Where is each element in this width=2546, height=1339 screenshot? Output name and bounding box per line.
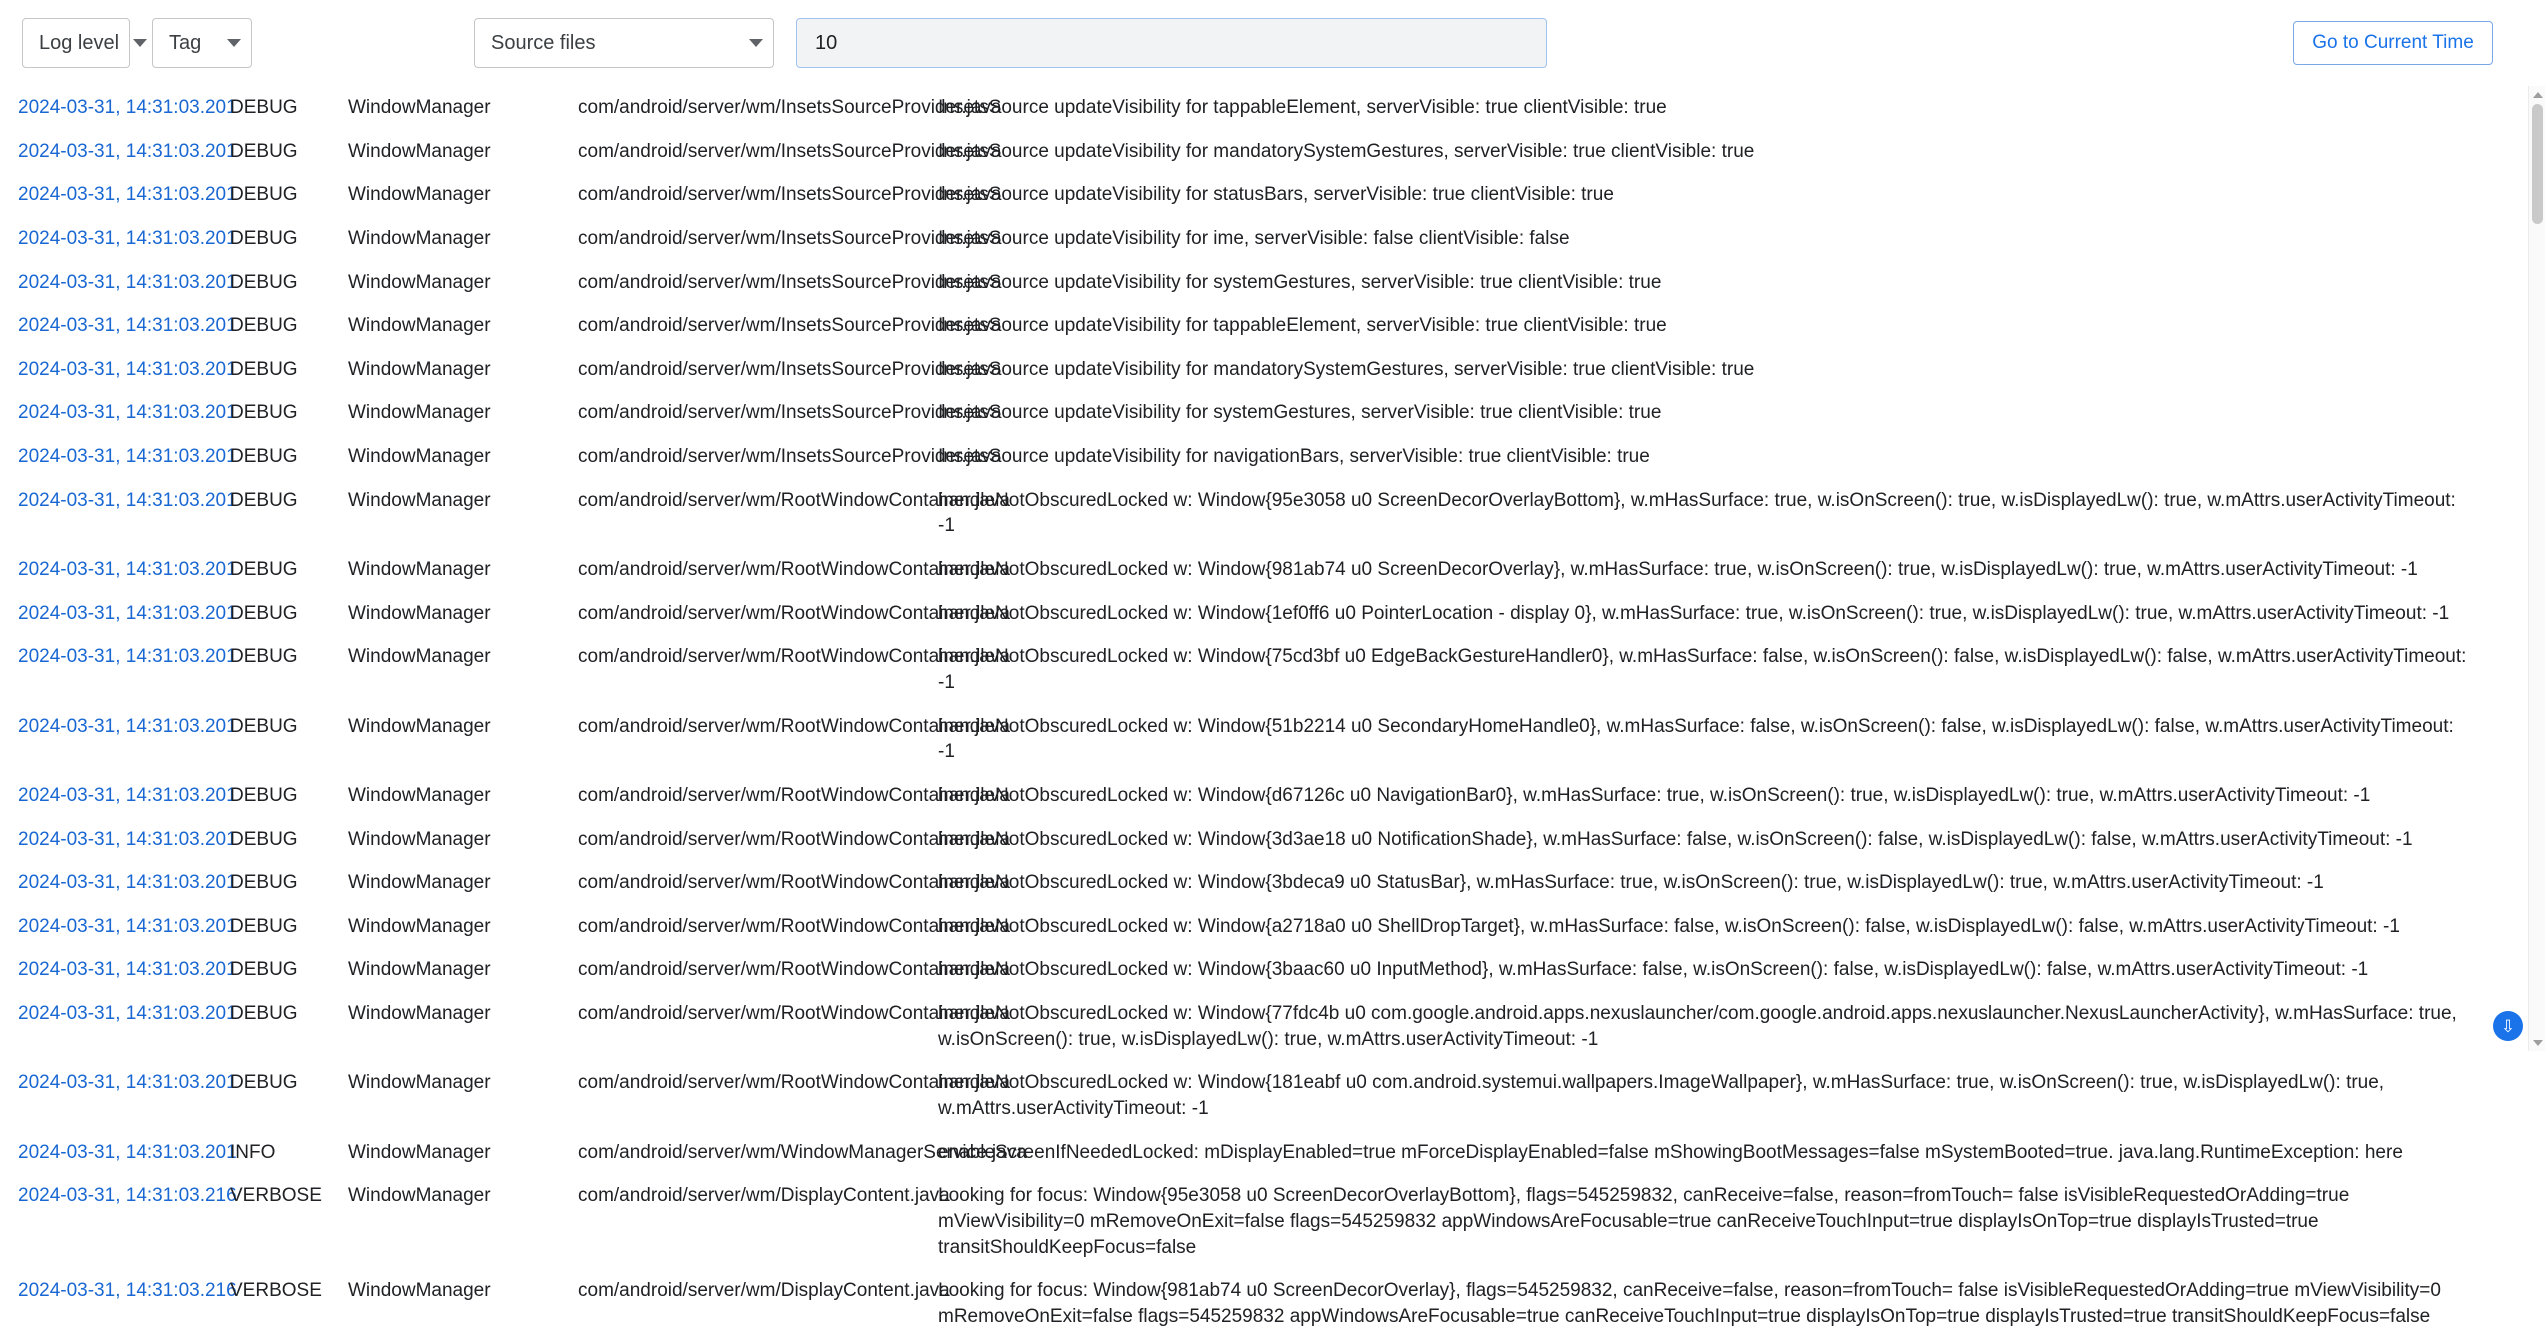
log-tag: WindowManager: [348, 489, 491, 511]
log-source: com/android/server/wm/InsetsSourceProvider.java: [578, 271, 1002, 293]
log-tag: WindowManager: [348, 1141, 491, 1163]
log-table: [0, 86, 2528, 1339]
log-row[interactable]: [0, 992, 2528, 1061]
log-level: DEBUG: [230, 315, 298, 337]
log-tag: WindowManager: [348, 784, 491, 806]
log-message: handleNotObscuredLocked w: Window{a2718a0 u0 ShellDropTarget}, w.mHasSurface: false, w.isOnScreen(): false, w.isDisplayedLw(): false, w.mAttrs.userActivityTimeout: -1: [938, 915, 2400, 937]
tag-filter-label: Tag: [169, 31, 202, 54]
log-source: com/android/server/wm/RootWindowContainer.java: [578, 1072, 1010, 1094]
log-tag: WindowManager: [348, 559, 491, 581]
log-timestamp: 2024-03-31, 14:31:03.201: [18, 915, 237, 937]
vertical-scrollbar[interactable]: [2528, 86, 2545, 1051]
log-level: DEBUG: [230, 715, 298, 737]
log-message: handleNotObscuredLocked w: Window{95e3058 u0 ScreenDecorOverlayBottom}, w.mHasSurface: true, w.isOnScreen(): true, w.isDisplayedLw(): true, w.mAttrs.userActivityTimeout: -1: [938, 489, 2456, 537]
log-message: Looking for focus: Window{95e3058 u0 ScreenDecorOverlayBottom}, flags=545259832, canReceive=false, reason=fromTouch= false isVisibleRequestedOrAdding=true mViewVisibility=0 mRemoveOnExit=false flags=545259832 appWindowsAreFocusable=true canReceiveTouchInput=true displayIsOnTop=true displayIsTrusted=true transitShouldKeepFocus=false: [938, 1185, 2350, 1258]
log-tag: WindowManager: [348, 402, 491, 424]
log-row[interactable]: [0, 217, 2528, 261]
log-tag: WindowManager: [348, 872, 491, 894]
log-source: com/android/server/wm/RootWindowContainer.java: [578, 715, 1010, 737]
tag-filter[interactable]: [152, 18, 252, 68]
log-timestamp: 2024-03-31, 14:31:03.201: [18, 784, 237, 806]
log-timestamp: 2024-03-31, 14:31:03.201: [18, 559, 237, 581]
log-tag: WindowManager: [348, 602, 491, 624]
log-timestamp: 2024-03-31, 14:31:03.201: [18, 828, 237, 850]
log-message: enableScreenIfNeededLocked: mDisplayEnabled=true mForceDisplayEnabled=false mShowingBootMessages=false mSystemBooted=true. java.lang.RuntimeException: here: [938, 1141, 2403, 1163]
log-row[interactable]: [0, 548, 2528, 592]
log-source: com/android/server/wm/RootWindowContainer.java: [578, 959, 1010, 981]
scroll-to-bottom-icon: ⇩: [2500, 1016, 2516, 1036]
log-message: InsetsSource updateVisibility for navigationBars, serverVisible: true clientVisible: true: [938, 446, 1650, 468]
log-source: com/android/server/wm/RootWindowContainer.java: [578, 784, 1010, 806]
log-tag: WindowManager: [348, 1003, 491, 1025]
log-message: InsetsSource updateVisibility for ime, serverVisible: false clientVisible: false: [938, 227, 1570, 249]
log-message: handleNotObscuredLocked w: Window{3bdeca9 u0 StatusBar}, w.mHasSurface: true, w.isOnScreen(): true, w.isDisplayedLw(): true, w.mAttrs.userActivityTimeout: -1: [938, 872, 2324, 894]
log-row[interactable]: [0, 435, 2528, 479]
log-tag: WindowManager: [348, 97, 491, 118]
log-tag: WindowManager: [348, 358, 491, 380]
log-level: DEBUG: [230, 402, 298, 424]
log-message: handleNotObscuredLocked w: Window{3baac60 u0 InputMethod}, w.mHasSurface: false, w.isOnScreen(): false, w.isDisplayedLw(): false, w.mAttrs.userActivityTimeout: -1: [938, 959, 2369, 981]
log-level: DEBUG: [230, 271, 298, 293]
log-tag: WindowManager: [348, 959, 491, 981]
log-timestamp: 2024-03-31, 14:31:03.201: [18, 646, 237, 668]
log-message: handleNotObscuredLocked w: Window{75cd3bf u0 EdgeBackGestureHandler0}, w.mHasSurface: false, w.isOnScreen(): false, w.isDisplayedLw(): false, w.mAttrs.userActivityTimeout: -1: [938, 646, 2467, 693]
log-tag: WindowManager: [348, 140, 491, 162]
log-message: handleNotObscuredLocked w: Window{3d3ae18 u0 NotificationShade}, w.mHasSurface: false, w.isOnScreen(): false, w.isDisplayedLw(): false, w.mAttrs.userActivityTimeout: -1: [938, 828, 2413, 850]
log-timestamp: 2024-03-31, 14:31:03.216: [18, 1280, 237, 1302]
log-message: handleNotObscuredLocked w: Window{1ef0ff6 u0 PointerLocation - display 0}, w.mHasSurface: true, w.isOnScreen(): true, w.isDisplayedLw(): true, w.mAttrs.userActivityTimeout: -1: [938, 602, 2450, 624]
log-row[interactable]: [0, 592, 2528, 636]
log-level: DEBUG: [230, 1072, 298, 1094]
log-row[interactable]: [0, 348, 2528, 392]
log-message: InsetsSource updateVisibility for tappableElement, serverVisible: true clientVisible: true: [938, 97, 1667, 118]
log-tag: WindowManager: [348, 315, 491, 337]
source-files-filter-label: Source files: [491, 31, 596, 54]
log-timestamp: 2024-03-31, 14:31:03.201: [18, 1141, 237, 1163]
log-level: VERBOSE: [230, 1280, 322, 1302]
chevron-down-icon: [227, 39, 241, 47]
log-source: com/android/server/wm/RootWindowContainer.java: [578, 1003, 1010, 1025]
log-source: com/android/server/wm/InsetsSourceProvider.java: [578, 402, 1002, 424]
log-source: com/android/server/wm/InsetsSourceProvider.java: [578, 140, 1002, 162]
log-source: com/android/server/wm/DisplayContent.java: [578, 1280, 950, 1302]
log-message: InsetsSource updateVisibility for systemGestures, serverVisible: true clientVisible: true: [938, 271, 1662, 293]
log-level: DEBUG: [230, 489, 298, 511]
log-level: DEBUG: [230, 446, 298, 468]
log-row[interactable]: [0, 861, 2528, 905]
log-source: com/android/server/wm/InsetsSourceProvider.java: [578, 97, 1002, 118]
log-message: InsetsSource updateVisibility for tappableElement, serverVisible: true clientVisible: true: [938, 315, 1667, 337]
log-row[interactable]: [0, 1269, 2528, 1338]
go-to-current-time-label: Go to Current Time: [2312, 32, 2474, 53]
chevron-down-icon: [2533, 1040, 2543, 1046]
log-source: com/android/server/wm/InsetsSourceProvider.java: [578, 446, 1002, 468]
log-row[interactable]: [0, 479, 2528, 548]
log-level-filter-label: Log level: [39, 31, 120, 54]
log-source: com/android/server/wm/RootWindowContainer.java: [578, 915, 1010, 937]
scroll-up-button[interactable]: [2529, 86, 2546, 103]
log-row[interactable]: [0, 261, 2528, 305]
log-level: DEBUG: [230, 140, 298, 162]
log-tag: WindowManager: [348, 646, 491, 668]
log-tag: WindowManager: [348, 1072, 491, 1094]
log-message: handleNotObscuredLocked w: Window{981ab74 u0 ScreenDecorOverlay}, w.mHasSurface: true, w.isOnScreen(): true, w.isDisplayedLw(): true, w.mAttrs.userActivityTimeout: -1: [938, 559, 2418, 581]
log-timestamp: 2024-03-31, 14:31:03.201: [18, 184, 237, 206]
log-row[interactable]: [0, 1131, 2528, 1175]
log-source: com/android/server/wm/InsetsSourceProvider.java: [578, 358, 1002, 380]
log-tag: WindowManager: [348, 915, 491, 937]
log-row[interactable]: [0, 948, 2528, 992]
log-list[interactable]: [0, 86, 2545, 1327]
log-row[interactable]: [0, 304, 2528, 348]
log-level: DEBUG: [230, 915, 298, 937]
log-tag: WindowManager: [348, 446, 491, 468]
log-row[interactable]: [0, 705, 2528, 774]
log-source: com/android/server/wm/RootWindowContainer.java: [578, 646, 1010, 668]
log-source: com/android/server/wm/DisplayContent.java: [578, 1185, 950, 1207]
filter-toolbar: [0, 0, 2545, 86]
log-message: InsetsSource updateVisibility for statusBars, serverVisible: true clientVisible: true: [938, 184, 1614, 206]
log-level: DEBUG: [230, 1003, 298, 1025]
chevron-up-icon: [2533, 92, 2543, 98]
log-row[interactable]: [0, 774, 2528, 818]
log-level: DEBUG: [230, 959, 298, 981]
log-timestamp: 2024-03-31, 14:31:03.201: [18, 358, 237, 380]
log-timestamp: 2024-03-31, 14:31:03.201: [18, 446, 237, 468]
log-tag: WindowManager: [348, 828, 491, 850]
log-source: com/android/server/wm/RootWindowContainer.java: [578, 828, 1010, 850]
log-level: DEBUG: [230, 828, 298, 850]
log-timestamp: 2024-03-31, 14:31:03.216: [18, 1185, 237, 1207]
log-tag: WindowManager: [348, 227, 491, 249]
log-row[interactable]: [0, 1174, 2528, 1269]
log-level: DEBUG: [230, 97, 298, 118]
log-message: handleNotObscuredLocked w: Window{51b2214 u0 SecondaryHomeHandle0}, w.mHasSurface: false, w.isOnScreen(): false, w.isDisplayedLw(): false, w.mAttrs.userActivityTimeout: -1: [938, 715, 2454, 763]
log-level: DEBUG: [230, 184, 298, 206]
log-message: handleNotObscuredLocked w: Window{d67126c u0 NavigationBar0}, w.mHasSurface: true, w.isOnScreen(): true, w.isDisplayedLw(): true, w.mAttrs.userActivityTimeout: -1: [938, 784, 2371, 806]
search-field-wrapper[interactable]: [796, 18, 1547, 68]
log-level: VERBOSE: [230, 1185, 322, 1207]
log-timestamp: 2024-03-31, 14:31:03.201: [18, 1003, 237, 1025]
log-timestamp: 2024-03-31, 14:31:03.201: [18, 97, 237, 118]
log-source: com/android/server/wm/WindowManagerService.java: [578, 1141, 1027, 1163]
log-source: com/android/server/wm/RootWindowContainer.java: [578, 559, 1010, 581]
log-timestamp: 2024-03-31, 14:31:03.201: [18, 227, 237, 249]
go-to-current-time-button[interactable]: [2293, 21, 2493, 65]
log-message: InsetsSource updateVisibility for mandatorySystemGestures, serverVisible: true clientVisible: true: [938, 140, 1755, 162]
log-timestamp: 2024-03-31, 14:31:03.201: [18, 271, 237, 293]
log-timestamp: 2024-03-31, 14:31:03.201: [18, 602, 237, 624]
chevron-down-icon: [749, 39, 763, 47]
log-row[interactable]: [0, 86, 2528, 130]
log-timestamp: 2024-03-31, 14:31:03.201: [18, 489, 237, 511]
log-level: DEBUG: [230, 784, 298, 806]
log-row[interactable]: [0, 905, 2528, 949]
log-timestamp: 2024-03-31, 14:31:03.201: [18, 1072, 237, 1094]
log-level: DEBUG: [230, 872, 298, 894]
log-level: INFO: [230, 1141, 276, 1163]
log-source: com/android/server/wm/RootWindowContainer.java: [578, 489, 1010, 511]
log-level-filter[interactable]: [22, 18, 130, 68]
log-source: com/android/server/wm/RootWindowContainer.java: [578, 602, 1010, 624]
log-level: DEBUG: [230, 602, 298, 624]
log-source: com/android/server/wm/InsetsSourceProvider.java: [578, 227, 1002, 249]
log-message: InsetsSource updateVisibility for systemGestures, serverVisible: true clientVisible: true: [938, 402, 1662, 424]
source-files-filter[interactable]: [474, 18, 774, 68]
log-timestamp: 2024-03-31, 14:31:03.201: [18, 402, 237, 424]
log-level: DEBUG: [230, 358, 298, 380]
log-source: com/android/server/wm/InsetsSourceProvider.java: [578, 184, 1002, 206]
log-tag: WindowManager: [348, 715, 491, 737]
chevron-down-icon: [133, 39, 147, 47]
log-tag: WindowManager: [348, 1280, 491, 1302]
log-row[interactable]: [0, 173, 2528, 217]
scrollbar-thumb[interactable]: [2532, 104, 2543, 224]
log-level: DEBUG: [230, 227, 298, 249]
log-timestamp: 2024-03-31, 14:31:03.201: [18, 959, 237, 981]
log-tag: WindowManager: [348, 271, 491, 293]
log-row[interactable]: [0, 391, 2528, 435]
log-tag: WindowManager: [348, 184, 491, 206]
scroll-down-button[interactable]: [2529, 1034, 2546, 1051]
log-source: com/android/server/wm/RootWindowContainer.java: [578, 872, 1010, 894]
log-source: com/android/server/wm/InsetsSourceProvider.java: [578, 315, 1002, 337]
log-timestamp: 2024-03-31, 14:31:03.201: [18, 872, 237, 894]
scroll-to-bottom-button[interactable]: [2493, 1011, 2523, 1041]
search-input[interactable]: [813, 31, 1530, 56]
log-timestamp: 2024-03-31, 14:31:03.201: [18, 315, 237, 337]
log-level: DEBUG: [230, 646, 298, 668]
log-message: handleNotObscuredLocked w: Window{181eabf u0 com.android.systemui.wallpapers.ImageWallpaper}, w.mHasSurface: true, w.isOnScreen(): true, w.isDisplayedLw(): true, w.mAttrs.userActivityTimeout: -1: [938, 1072, 2385, 1120]
log-timestamp: 2024-03-31, 14:31:03.201: [18, 140, 237, 162]
log-message: InsetsSource updateVisibility for mandatorySystemGestures, serverVisible: true clientVisible: true: [938, 358, 1755, 380]
log-row[interactable]: [0, 818, 2528, 862]
log-row[interactable]: [0, 1061, 2528, 1130]
log-timestamp: 2024-03-31, 14:31:03.201: [18, 715, 237, 737]
log-row[interactable]: [0, 130, 2528, 174]
log-tag: WindowManager: [348, 1185, 491, 1207]
log-message: Looking for focus: Window{981ab74 u0 ScreenDecorOverlay}, flags=545259832, canReceive=false, reason=fromTouch= false isVisibleRequestedOrAdding=true mViewVisibility=0 mRemoveOnExit=false flags=545259832 appWindowsAreFocusable=true canReceiveTouchInput=true displayIsOnTop=true displayIsTrusted=true transitShouldKeepFocus=false: [938, 1280, 2441, 1327]
log-row[interactable]: [0, 635, 2528, 704]
log-message: handleNotObscuredLocked w: Window{77fdc4b u0 com.google.android.apps.nexuslauncher/com.google.android.apps.nexuslauncher.NexusLauncherActivity}, w.mHasSurface: true, w.isOnScreen(): true, w.isDisplayedLw(): true, w.mAttrs.userActivityTimeout: -1: [938, 1003, 2457, 1050]
log-level: DEBUG: [230, 559, 298, 581]
